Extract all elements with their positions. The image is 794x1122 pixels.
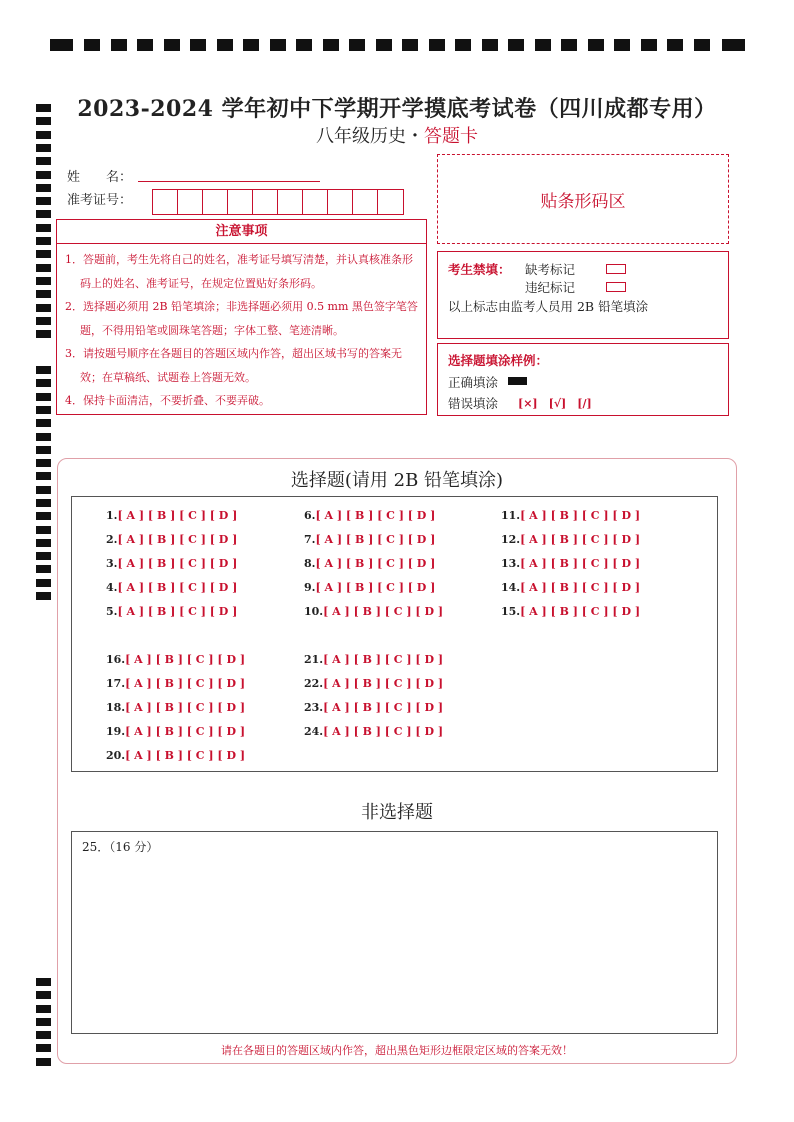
choice-question-2[interactable] [106,533,237,546]
absent-mark-box[interactable] [606,264,626,274]
timing-mark [535,39,551,51]
timing-mark [36,991,51,999]
timing-mark [667,39,683,51]
question-number: 10. [304,605,324,618]
timing-mark [36,406,51,414]
question-number: 5. [106,605,118,618]
timing-mark [402,39,418,51]
id-cell[interactable] [253,190,278,214]
timing-mark [36,224,51,232]
choice-question-19[interactable] [106,725,245,738]
footer-warning: 请在各题目的答题区域内作答，超出黑色矩形边框限定区域的答案无效！ [221,1044,573,1057]
notice-item: 3．请按题号顺序在各题目的答题区域内作答，超出区域书写的答案无效；在草稿纸、试题卷上答题无效。 [65,347,402,384]
timing-mark [36,250,51,258]
question-number: 6. [304,509,316,522]
timing-mark [36,366,51,374]
timing-mark [36,565,51,573]
timing-mark [36,317,51,325]
choice-question-3[interactable] [106,557,237,570]
name-label: 姓 名： [67,170,133,185]
id-cell[interactable] [203,190,228,214]
question-number: 11. [501,509,521,522]
choice-question-13[interactable] [501,557,640,570]
timing-mark [164,39,180,51]
timing-mark [36,237,51,245]
answer-options[interactable]: [ A ] [ B ] [ C ] [ D ] [117,509,238,522]
q25-answer-box[interactable] [71,831,718,1034]
subtitle-answer-card: 答题卡 [424,126,478,147]
timing-mark [36,264,51,272]
timing-mark [36,277,51,285]
choice-question-11[interactable] [501,509,640,522]
timing-mark [36,978,51,986]
answer-options[interactable]: [ A ] [ B ] [ C ] [ D ] [323,653,444,666]
question-number: 22. [304,677,324,690]
answer-options[interactable]: [ A ] [ B ] [ C ] [ D ] [520,509,641,522]
choice-question-17[interactable] [106,677,245,690]
id-cell[interactable] [178,190,203,214]
question-number: 3. [106,557,118,570]
choice-question-10[interactable] [304,605,443,618]
timing-mark [36,1005,51,1013]
barcode-area: 贴条形码区 [437,154,729,244]
notice-box [56,219,427,415]
timing-mark [36,379,51,387]
answer-options[interactable]: [ A ] [ B ] [ C ] [ D ] [315,581,436,594]
timing-mark [588,39,604,51]
timing-mark [137,39,153,51]
id-cell[interactable] [278,190,303,214]
name-field[interactable] [138,164,320,182]
timing-mark [36,446,51,454]
choice-question-5[interactable] [106,605,237,618]
notice-heading: 注意事项 [57,220,426,244]
answer-options[interactable]: [ A ] [ B ] [ C ] [ D ] [125,725,246,738]
exam-id-boxes[interactable] [152,189,404,215]
fill-sample-box [437,343,729,416]
choice-question-22[interactable] [304,677,443,690]
timing-mark [243,39,259,51]
forbid-note: 以上标志由监考人员用 2B 铅笔填涂 [448,299,649,314]
absent-label: 缺考标记 [525,262,576,277]
question-number: 21. [304,653,324,666]
choice-question-16[interactable] [106,653,245,666]
timing-mark [36,157,51,165]
page-subtitle [0,122,794,148]
timing-mark [614,39,630,51]
choice-question-12[interactable] [501,533,640,546]
choice-question-23[interactable] [304,701,443,714]
notice-item: 4．保持卡面清洁，不要折叠、不要弄破。 [65,394,270,407]
question-number: 4. [106,581,118,594]
notice-list [57,244,426,413]
timing-mark [36,1058,51,1066]
question-number: 15. [501,605,521,618]
id-cell[interactable] [228,190,253,214]
timing-mark [296,39,312,51]
question-number: 14. [501,581,521,594]
timing-mark [508,39,524,51]
question-number: 8. [304,557,316,570]
question-number: 20. [106,749,126,762]
choice-question-4[interactable] [106,581,237,594]
violation-mark-box[interactable] [606,282,626,292]
timing-mark [36,171,51,179]
page-title: 2023-2024 学年初中下学期开学摸底考试卷（四川成都专用） [77,96,717,122]
question-number: 16. [106,653,126,666]
answer-options[interactable]: [ A ] [ B ] [ C ] [ D ] [323,725,444,738]
timing-mark [561,39,577,51]
timing-mark [217,39,233,51]
timing-mark [376,39,392,51]
timing-mark [694,39,710,51]
violation-label: 违纪标记 [525,280,576,295]
forbid-box [437,251,729,339]
answer-options[interactable]: [ A ] [ B ] [ C ] [ D ] [315,509,436,522]
choice-question-14[interactable] [501,581,640,594]
subtitle-subject: 八年级历史・ [316,126,424,147]
timing-mark [36,304,51,312]
open-section-title: 非选择题 [361,802,433,823]
q25-label: 25．（16 分） [82,840,159,854]
question-number: 12. [501,533,521,546]
choice-question-21[interactable] [304,653,443,666]
timing-mark [36,393,51,401]
answer-options[interactable]: [ A ] [ B ] [ C ] [ D ] [315,533,436,546]
answer-options[interactable]: [ A ] [ B ] [ C ] [ D ] [125,653,246,666]
timing-mark [455,39,471,51]
answer-options[interactable]: [ A ] [ B ] [ C ] [ D ] [117,605,238,618]
answer-options[interactable]: [ A ] [ B ] [ C ] [ D ] [520,581,641,594]
answer-options[interactable]: [ A ] [ B ] [ C ] [ D ] [125,677,246,690]
id-cell[interactable] [378,190,403,214]
choice-question-1[interactable] [106,509,237,522]
answer-options[interactable]: [ A ] [ B ] [ C ] [ D ] [125,749,246,762]
question-number: 7. [304,533,316,546]
timing-mark [429,39,445,51]
answer-options[interactable]: [ A ] [ B ] [ C ] [ D ] [323,605,444,618]
question-number: 19. [106,725,126,738]
notice-item: 1．答题前，考生先将自己的姓名，准考证号填写清楚，并认真核准条形码上的姓名、准考证号，在规定位置贴好条形码。 [65,253,413,290]
wrong-fill-samples: [×] [√] [/] [518,397,592,410]
question-number: 13. [501,557,521,570]
question-number: 2. [106,533,118,546]
correct-label: 正确填涂 [448,375,499,390]
timing-mark [349,39,365,51]
answer-options[interactable]: [ A ] [ B ] [ C ] [ D ] [125,701,246,714]
answer-options[interactable]: [ A ] [ B ] [ C ] [ D ] [520,605,641,618]
choice-question-24[interactable] [304,725,443,738]
sample-heading: 选择题填涂样例： [448,353,549,368]
timing-mark [36,512,51,520]
timing-mark [36,1031,51,1039]
timing-mark [36,539,51,547]
timing-mark [482,39,498,51]
answer-options[interactable]: [ A ] [ B ] [ C ] [ D ] [117,581,238,594]
choice-question-8[interactable] [304,557,435,570]
choice-question-18[interactable] [106,701,245,714]
answer-options[interactable]: [ A ] [ B ] [ C ] [ D ] [117,533,238,546]
timing-mark [36,197,51,205]
timing-mark [36,579,51,587]
choice-section-title: 选择题(请用 2B 铅笔填涂) [290,470,504,491]
choice-question-9[interactable] [304,581,435,594]
answer-options[interactable]: [ A ] [ B ] [ C ] [ D ] [323,677,444,690]
answer-options[interactable]: [ A ] [ B ] [ C ] [ D ] [117,557,238,570]
notice-item: 2．选择题必须用 2B 铅笔填涂；非选择题必须用 0.5 mm 黑色签字笔答题，不得用铅笔或圆珠笔答题；字体工整、笔迹清晰。 [65,300,418,337]
question-number: 1. [106,509,118,522]
id-cell[interactable] [303,190,328,214]
answer-options[interactable]: [ A ] [ B ] [ C ] [ D ] [323,701,444,714]
timing-mark [36,526,51,534]
id-label: 准考证号： [67,193,133,208]
choice-question-7[interactable] [304,533,435,546]
timing-mark [270,39,286,51]
timing-mark [84,39,100,51]
answer-options[interactable]: [ A ] [ B ] [ C ] [ D ] [520,557,641,570]
choice-question-6[interactable] [304,509,435,522]
question-number: 9. [304,581,316,594]
timing-mark [36,1018,51,1026]
timing-mark [111,39,127,51]
timing-mark [36,419,51,427]
timing-mark [36,184,51,192]
answer-options[interactable]: [ A ] [ B ] [ C ] [ D ] [315,557,436,570]
timing-mark [36,592,51,600]
id-cell[interactable] [353,190,378,214]
id-cell[interactable] [153,190,178,214]
correct-fill-sample [508,377,527,385]
timing-mark [36,330,51,338]
timing-mark [641,39,657,51]
timing-mark [36,499,51,507]
timing-mark [36,552,51,560]
forbid-heading: 考生禁填： [448,262,511,277]
answer-options[interactable]: [ A ] [ B ] [ C ] [ D ] [520,533,641,546]
timing-mark [36,290,51,298]
timing-mark [36,433,51,441]
question-number: 17. [106,677,126,690]
question-number: 18. [106,701,126,714]
timing-mark [50,39,73,51]
timing-mark [722,39,745,51]
question-number: 23. [304,701,324,714]
wrong-label: 错误填涂 [448,396,499,411]
timing-mark [190,39,206,51]
id-cell[interactable] [328,190,353,214]
timing-mark [323,39,339,51]
choice-question-20[interactable] [106,749,245,762]
question-number: 24. [304,725,324,738]
choice-question-15[interactable] [501,605,640,618]
timing-mark [36,210,51,218]
